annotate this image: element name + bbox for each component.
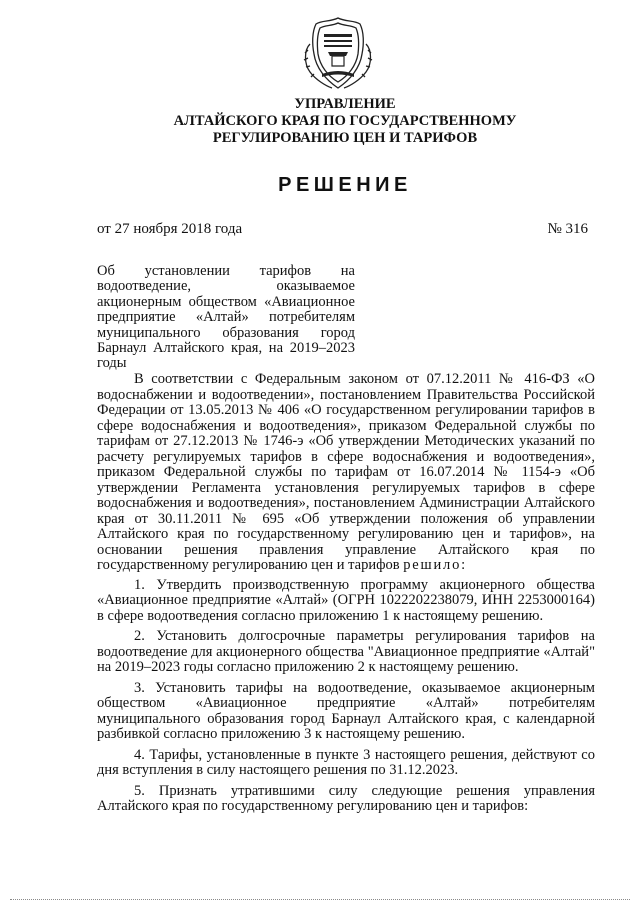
org-line-2: АЛТАЙСКОГО КРАЯ ПО ГОСУДАРСТВЕННОМУ: [173, 113, 517, 129]
item-2-paragraph: 2. Установить долгосрочные параметры регулирования тарифов на водоотведение для акционерного общества "Авиационное предприятие «Алтай" на 2019–2023 годы согласно приложению 2 к настоящему решению.: [97, 628, 595, 675]
org-line-1: УПРАВЛЕНИЕ: [294, 96, 396, 112]
page-bottom-rule: [10, 899, 630, 900]
document-number: № 316: [547, 221, 588, 237]
altai-coat-of-arms-emblem: [300, 14, 376, 92]
document-subject: Об установлении тарифов на водоотведение, оказываемое акционерным обществом «Авиационное предприятие «Алтай» потребителям муниципального образования город Барнаул Алтайского края, на 2019–2023 годы: [97, 263, 355, 372]
item-3-paragraph: 3. Установить тарифы на водоотведение, оказываемое акционерным обществом «Авиационное предприятие «Алтай» потребителям муниципального образования город Барнаул Алтайского края, с календарной разбивкой согласно приложению 3 к настоящему решению.: [97, 679, 595, 742]
document-body: [97, 372, 595, 820]
preamble-text: В соответствии с Федеральным законом от 07.12.2011 № 416-ФЗ «О водоснабжении и водоотведении», постановлением Правительства Российской Федерации от 13.05.2013 № 406 «О государственном регулировании тарифов в сфере водоснабжения и водоотведения», приказом Федеральной службы по тарифам от 27.12.2013 № 1746-э «Об утверждении Методических указаний по расчету регулируемых тарифов в сфере водоснабжения и водоотведения», приказом Федеральной службы по тарифам от 16.07.2014 № 1154-э «Об утверждении Регламента установления регулируемых тарифов в сфере водоснабжения и водоотведения», постановлением Администрации Алтайского края от 30.11.2011 № 695 «Об утверждении положения об управлении Алтайского края по государственному регулированию цен и тарифов», на основании решения правления управление Алтайского края по государственному регулированию цен и тарифов: [97, 371, 595, 573]
item-1-paragraph: 1. Утвердить производственную программу акционерного общества «Авиационное предприятие «Алтай» (ОГРН 1022202238079, ИНН 2253000164) в сфере водоотведения согласно приложению 1 к настоящему решению.: [97, 576, 595, 624]
preamble-paragraph: В соответствии с Федеральным законом от 07.12.2011 № 416-ФЗ «О водоснабжении и водоотведении», постановлением Правительства Российской Федерации от 13.05.2013 № 406 «О государственном регулировании тарифов в сфере водоснабжения и водоотведения», приказом Федеральной службы по тарифам от 27.12.2013 № 1746-э «Об утверждении Методических указаний по расчету регулируемых тарифов в сфере водоснабжения и водоотведения», приказом Федеральной службы по тарифам от 16.07.2014 № 1154-э «Об утверждении Регламента установления регулируемых тарифов в сфере водоснабжения и водоотведения», постановлением Администрации Алтайского края от 30.11.2011 № 695 «Об утверждении положения об управлении Алтайского края по государственному регулированию цен и тарифов», на основании решения правления управление Алтайского края по государственному регулированию цен и тарифов решило:: [97, 371, 595, 573]
document-type-title: РЕШЕНИЕ: [278, 174, 412, 196]
document-date: от 27 ноября 2018 года: [97, 221, 243, 237]
item-5-paragraph: 5. Признать утратившими силу следующие решения управления Алтайского края по государственному регулированию цен и тарифов:: [97, 782, 595, 814]
item-4-paragraph: 4. Тарифы, установленные в пункте 3 настоящего решения, действуют со дня вступления в силу настоящего решения по 31.12.2023.: [97, 746, 595, 778]
resolved-word: решило: [403, 557, 462, 573]
org-line-3: РЕГУЛИРОВАНИЮ ЦЕН И ТАРИФОВ: [212, 130, 478, 146]
issuing-authority: [150, 96, 540, 147]
